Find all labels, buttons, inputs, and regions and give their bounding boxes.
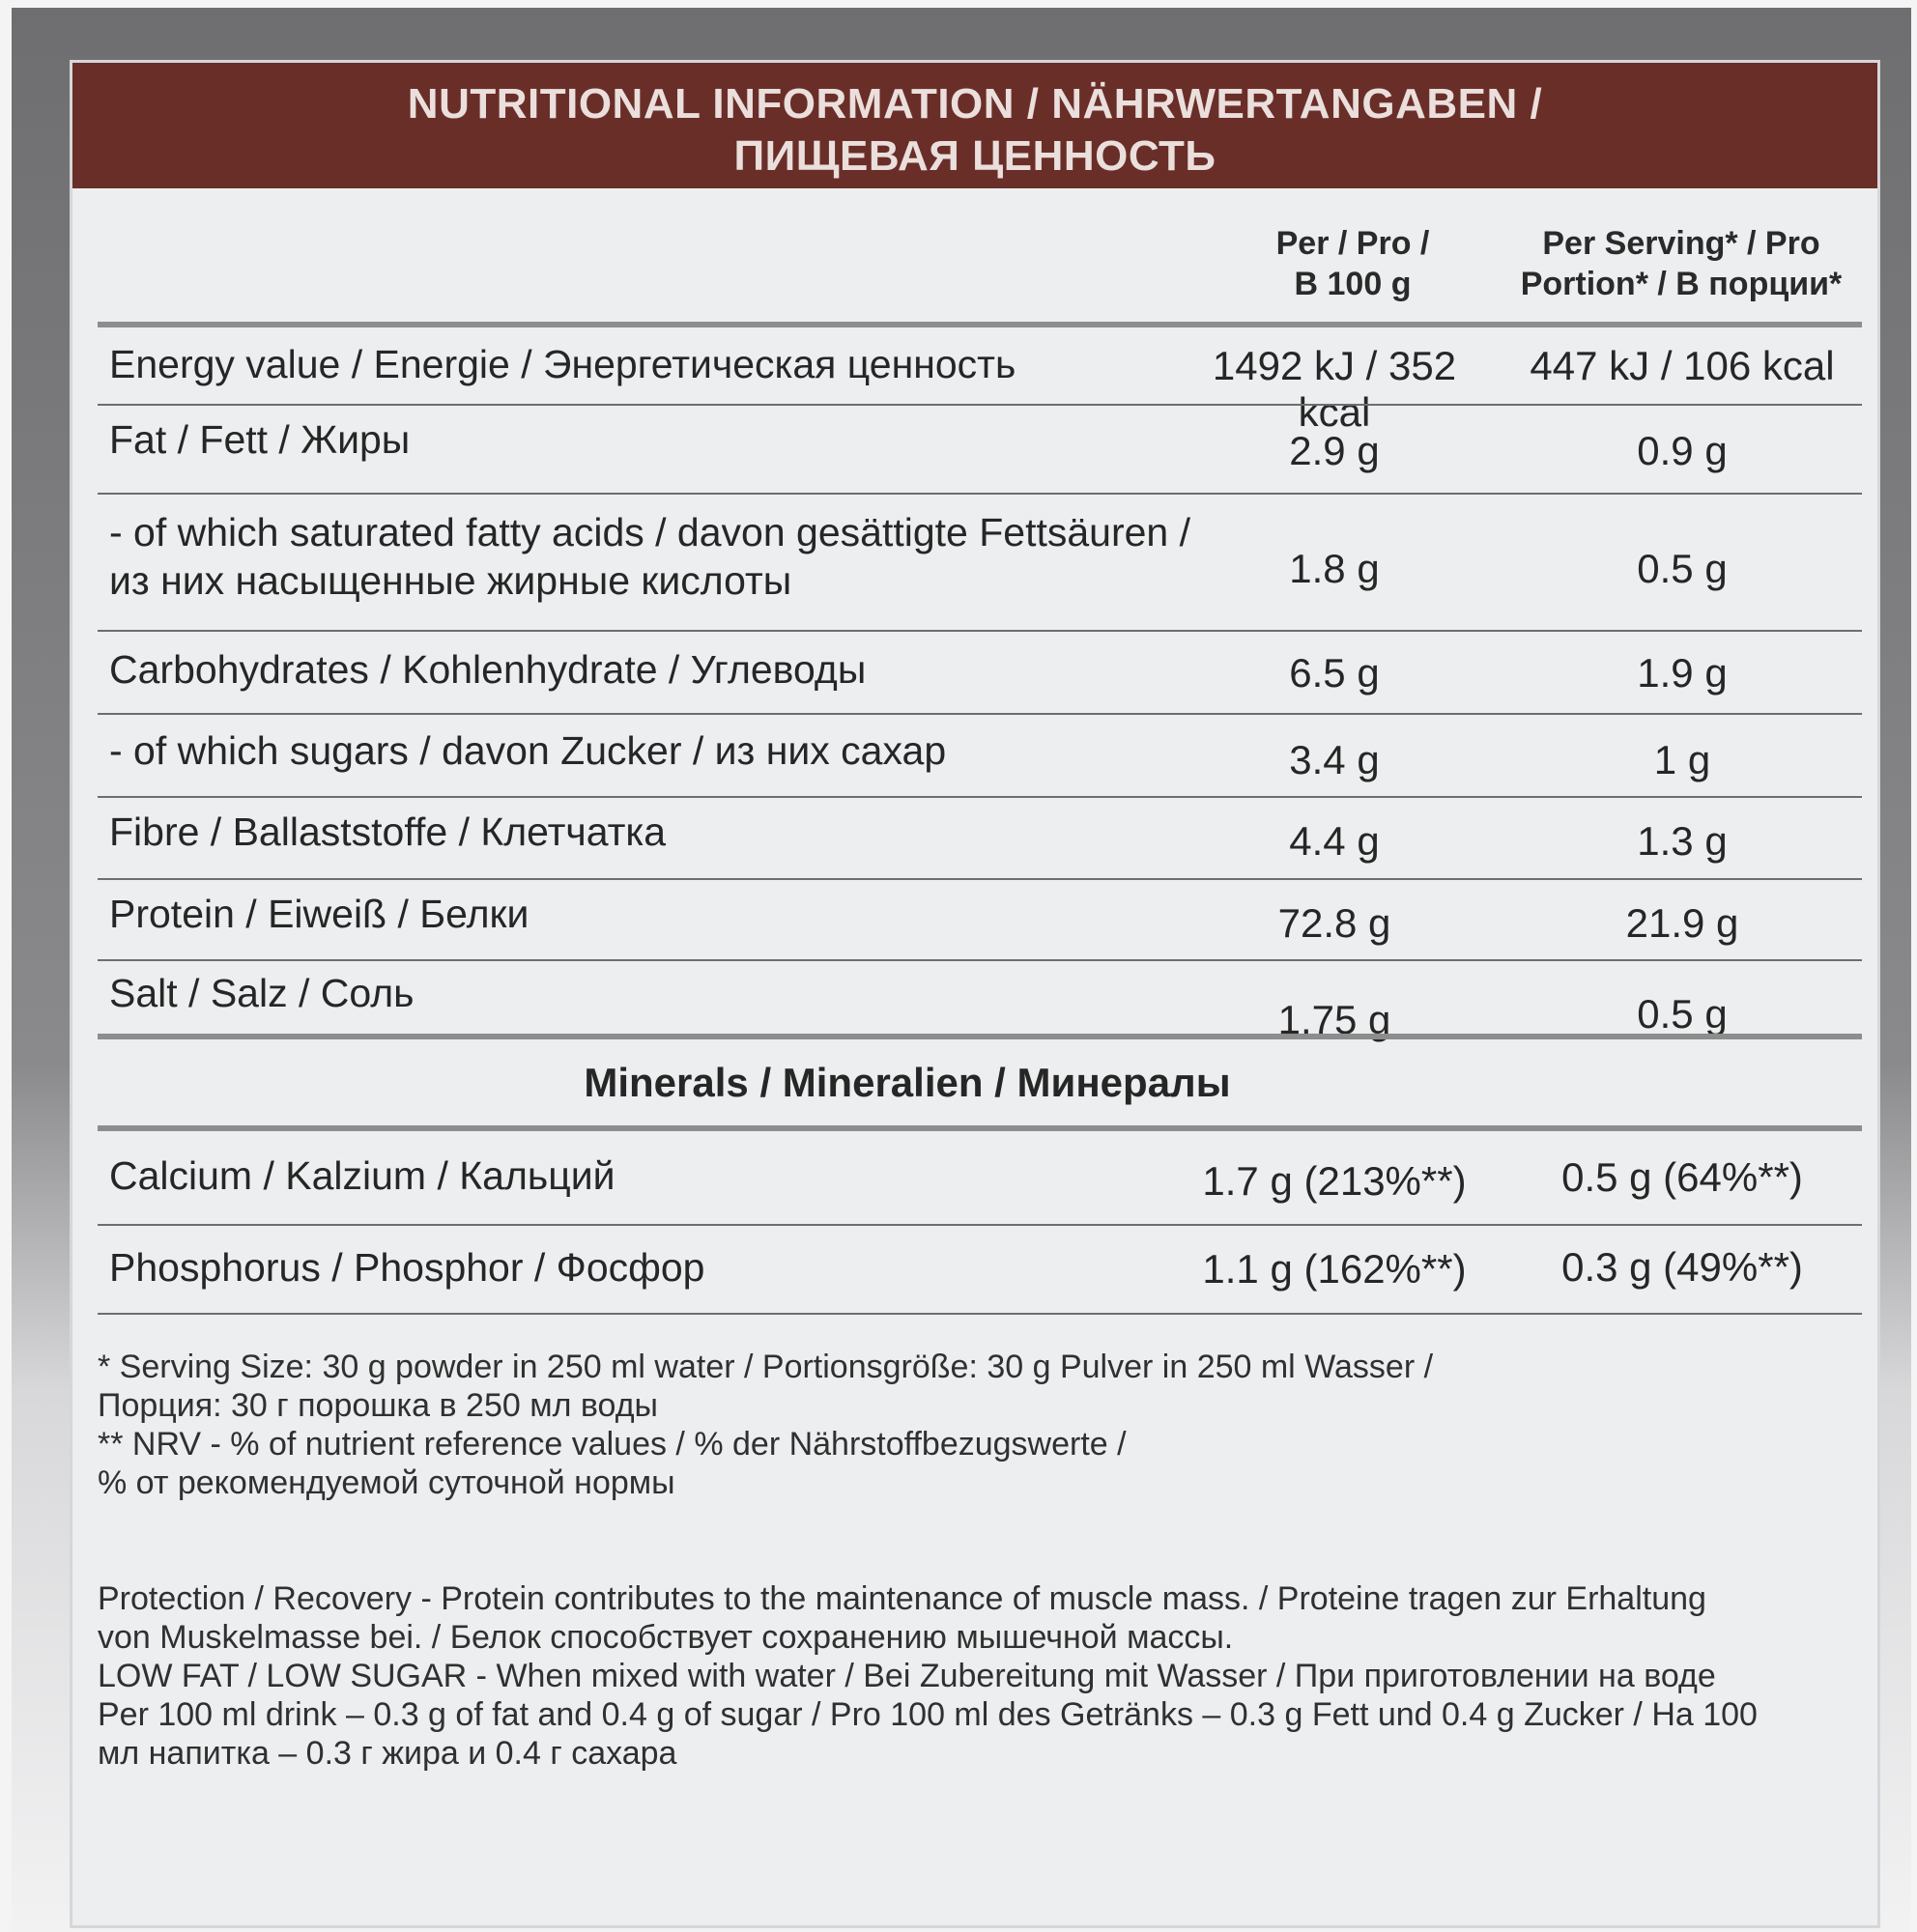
table-divider bbox=[98, 959, 1862, 961]
table-row-calcium bbox=[98, 1135, 1862, 1222]
row-value-serving: 0.5 g bbox=[1637, 546, 1728, 591]
table-divider bbox=[98, 878, 1862, 880]
row-value-per100: 1.8 g bbox=[1289, 546, 1380, 591]
table-divider bbox=[98, 322, 1862, 327]
table-row-sugars bbox=[98, 716, 1862, 793]
row-label: Fat / Fett / Жиры bbox=[109, 417, 411, 462]
claim-line: von Muskelmasse bei. / Белок способствует сохранению мышечной массы. bbox=[98, 1619, 1234, 1656]
row-label: - of which sugars / davon Zucker / из них сахар bbox=[109, 728, 947, 773]
footnote-line: % от рекомендуемой суточной нормы bbox=[98, 1464, 675, 1501]
row-value-per100: 4.4 g bbox=[1289, 818, 1380, 864]
row-value-per100: 6.5 g bbox=[1289, 650, 1380, 696]
claim-line: Protection / Recovery - Protein contributes to the maintenance of muscle mass. / Proteine tragen zur Erhaltung bbox=[98, 1580, 1706, 1617]
row-value-per100: 3.4 g bbox=[1289, 737, 1380, 782]
row-label: Carbohydrates / Kohlenhydrate / Углеводы bbox=[109, 647, 867, 692]
row-value-serving: 0.5 g (64%**) bbox=[1561, 1154, 1803, 1200]
row-value-serving: 447 kJ / 106 kcal bbox=[1530, 343, 1835, 388]
claim-line: мл напитка – 0.3 г жира и 0.4 г сахара bbox=[98, 1735, 677, 1772]
claim-line: LOW FAT / LOW SUGAR - When mixed with water / Bei Zubereitung mit Wasser / При приготовлении на воде bbox=[98, 1658, 1716, 1694]
row-value-serving: 0.5 g bbox=[1637, 991, 1728, 1037]
row-value-per100: 2.9 g bbox=[1289, 428, 1380, 473]
table-divider bbox=[98, 630, 1862, 632]
table-divider bbox=[98, 493, 1862, 495]
row-value-per100: 1.75 g bbox=[1277, 997, 1391, 1042]
page-edge-left bbox=[0, 0, 12, 1932]
table-row-phosphorus bbox=[98, 1227, 1862, 1310]
table-divider bbox=[98, 404, 1862, 406]
table-divider bbox=[98, 1313, 1862, 1315]
row-value-serving: 1 g bbox=[1653, 737, 1711, 782]
health-claims bbox=[98, 1579, 1856, 1773]
footnote-line: Порция: 30 г порошка в 250 мл воды bbox=[98, 1387, 658, 1424]
row-value-per100: 72.8 g bbox=[1277, 900, 1391, 946]
row-value-serving: 21.9 g bbox=[1625, 900, 1739, 946]
row-value-per100: 1492 kJ / 352 kcal bbox=[1212, 343, 1457, 435]
table-divider bbox=[98, 1125, 1862, 1131]
row-label: Phosphorus / Phosphor / Фосфор bbox=[109, 1245, 705, 1290]
row-label: Energy value / Energie / Энергетическая ценность bbox=[109, 342, 1016, 386]
row-value-per100: 1.1 g (162%**) bbox=[1202, 1246, 1467, 1292]
claim-line: Per 100 ml drink – 0.3 g of fat and 0.4 g of sugar / Pro 100 ml des Getränks – 0.3 g Fett und 0.4 g Zucker / На 100 bbox=[98, 1696, 1758, 1733]
table-divider bbox=[98, 1034, 1862, 1039]
row-value-serving: 1.3 g bbox=[1637, 818, 1728, 864]
table-row-saturated-fat bbox=[98, 496, 1862, 627]
column-header-per-100g: Per / Pro / B 100 g bbox=[1275, 225, 1430, 302]
row-value-serving: 0.9 g bbox=[1637, 428, 1728, 473]
minerals-section-title: Minerals / Mineralien / Минералы bbox=[584, 1060, 1231, 1105]
row-value-per100: 1.7 g (213%**) bbox=[1202, 1158, 1467, 1204]
row-value-serving: 1.9 g bbox=[1637, 650, 1728, 696]
table-row-energy bbox=[98, 331, 1862, 435]
header-title-line2: ПИЩЕВАЯ ЦЕННОСТЬ bbox=[733, 132, 1216, 180]
row-label: Protein / Eiweiß / Белки bbox=[109, 892, 529, 936]
footnotes bbox=[98, 1348, 1856, 1502]
row-label: Salt / Salz / Соль bbox=[109, 971, 415, 1015]
footnote-line: * Serving Size: 30 g powder in 250 ml water / Portionsgröße: 30 g Pulver in 250 ml Wasser / bbox=[98, 1349, 1434, 1385]
table-row-fibre bbox=[98, 799, 1862, 874]
page-edge-top bbox=[0, 0, 1917, 8]
table-row-fat bbox=[98, 407, 1862, 484]
nutrition-label-panel bbox=[70, 60, 1880, 1928]
row-value-serving: 0.3 g (49%**) bbox=[1561, 1244, 1803, 1290]
table-divider bbox=[98, 796, 1862, 798]
table-row-protein bbox=[98, 881, 1862, 956]
nutrition-header bbox=[72, 63, 1877, 188]
row-label: - of which saturated fatty acids / davon gesättigte Fettsäuren / bbox=[109, 510, 1190, 554]
row-label: Calcium / Kalzium / Кальций bbox=[109, 1153, 615, 1198]
row-label: Fibre / Ballaststoffe / Клетчатка bbox=[109, 810, 667, 854]
table-row-carbohydrates bbox=[98, 633, 1862, 710]
header-title-line1: NUTRITIONAL INFORMATION / NÄHRWERTANGABEN / bbox=[407, 80, 1543, 128]
table-divider bbox=[98, 713, 1862, 715]
page-edge-right bbox=[1911, 0, 1917, 1932]
column-header-per-serving: Per Serving* / Pro Portion* / В порции* bbox=[1520, 225, 1843, 302]
row-label-line2: из них насыщенные жирные кислоты bbox=[109, 558, 792, 603]
table-divider bbox=[98, 1224, 1862, 1226]
footnote-line: ** NRV - % of nutrient reference values / % der Nährstoffbezugswerte / bbox=[98, 1426, 1127, 1463]
